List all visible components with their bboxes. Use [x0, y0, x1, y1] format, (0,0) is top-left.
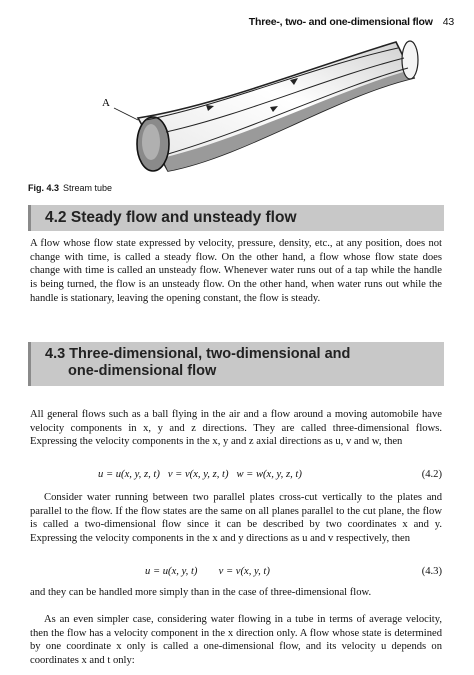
paragraph-two-dimensional: Consider water running between two parallel plates cross-cut vertically to the plates and parallel to the flow. If the flow states are the same on all planes parallel to the cut plane, the flow is called a two-dimensional flow since it can be described by two coordinates x and y. Expressing the velocity components in the x and y directions as u and v respectively, then [30, 492, 442, 545]
paragraph-steady-flow: A flow whose flow state expressed by velocity, pressure, density, etc., at any position, does not change with time, is called a steady flow. On the other hand, a flow whose flow state does change with time is called an unsteady flow. Whenever water runs out of a tap while the handle is being turned, the flow is an unsteady flow. On the other hand, when water runs out while the handle is stationary, leaving the opening constant, the flow is steady. [30, 238, 442, 304]
paragraph-one-dimensional: As an even simpler case, considering water flowing in a tube in terms of average velocity, then the flow has a velocity component in the x direction only. A flow whose state is determined by one coordinate x only is called a one-dimensional flow, and its velocity u depends on coordinates x and t only: [30, 614, 442, 667]
stream-tube-figure [96, 36, 436, 196]
equation-4-3: u = u(x, y, t) v = v(x, y, t) [145, 566, 270, 577]
running-head-title: Three-, two- and one-dimensional flow [248, 16, 433, 28]
caption-text: Stream tube [63, 183, 113, 193]
paragraph-three-dimensional: All general flows such as a ball flying in the air and a flow around a moving automobile have velocity components in x, y and z directions. They are called three-dimensional flows. Expressing the velocity components in the x, y and z axial directions as u, v and w, then [30, 409, 442, 448]
heading-line-1: 4.3 Three-dimensional, two-dimensional and [45, 346, 351, 362]
caption-number: Fig. 4.3 [28, 183, 60, 193]
heading-line-2: one-dimensional flow [68, 363, 217, 379]
equation-4-2: u = u(x, y, z, t) v = v(x, y, z, t) w = w(x, y, z, t) [98, 469, 302, 480]
label-A: A [102, 97, 110, 109]
label-A-leader [114, 108, 138, 120]
section-heading-4-3 [28, 342, 444, 386]
equation-4-2-number: (4.2) [421, 469, 442, 480]
page-number: 43 [442, 16, 454, 28]
figure-caption [28, 183, 112, 193]
tube-end-ellipse [402, 41, 418, 79]
running-head [249, 16, 454, 28]
paragraph-handled-simply: and they can be handled more simply than in the case of three-dimensional flow. [30, 587, 372, 598]
equation-4-3-number: (4.3) [421, 566, 442, 577]
tube-cross-section-highlight [142, 124, 160, 160]
section-heading-4-2: 4.2 Steady flow and unsteady flow [28, 205, 444, 231]
